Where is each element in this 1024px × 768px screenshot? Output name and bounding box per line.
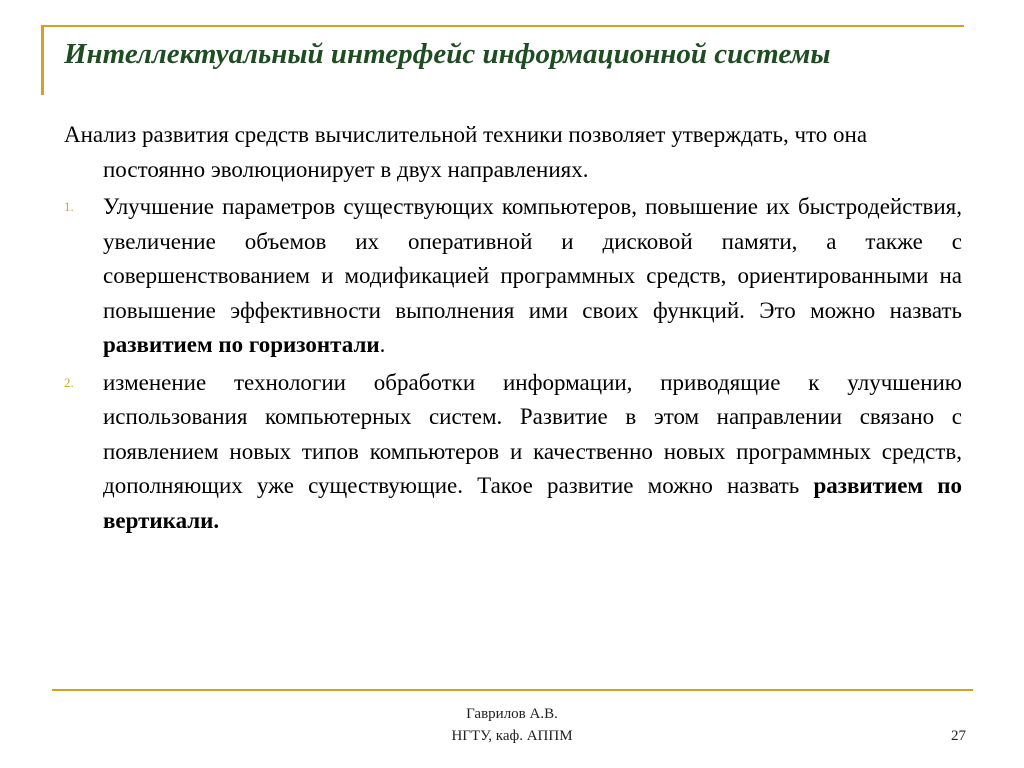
title-accent-horizontal-line bbox=[41, 25, 964, 27]
intro-paragraph: Анализ развития средств вычислительной техники позволяет утверждать, что она постоянно эволюционирует в двух направлениях. bbox=[64, 122, 868, 182]
list-item-emphasis: развитием по горизонтали bbox=[103, 332, 380, 357]
list-number: 2. bbox=[64, 374, 74, 390]
list-item-1 bbox=[64, 190, 962, 363]
title-accent-vertical-line bbox=[41, 25, 44, 95]
list-item-tail: . bbox=[379, 332, 386, 357]
page-number: 27 bbox=[951, 728, 966, 744]
slide-body bbox=[64, 118, 962, 538]
slide-title: Интеллектуальный интерфейс информационной системы bbox=[64, 38, 831, 70]
footer-organization: НГТУ, каф. АППМ bbox=[451, 728, 573, 744]
list-item-2 bbox=[64, 366, 962, 539]
list-item-text: Улучшение параметров существующих компьютеров, повышение их быстродействия, увеличение объемов их оперативной и дисковой памяти, а также с совершенствованием и модификацией программных средств, ориентированными на повышение эффективности выполнения ими своих функций. Это можно назвать bbox=[103, 194, 962, 323]
footer-author: Гаврилов А.В. bbox=[466, 706, 558, 722]
footer-divider bbox=[52, 689, 973, 691]
list-number: 1. bbox=[64, 199, 74, 214]
list-item-emphasis: развитием по вертикали. bbox=[103, 473, 962, 533]
list-item-text: изменение технологии обработки информации, приводящие к улучшению использования компьютерных систем. Развитие в этом направлении связано с появлением новых типов компьютеров и качественно новых программных средств, дополняющих уже существующие. Такое развитие можно назвать bbox=[103, 369, 962, 498]
